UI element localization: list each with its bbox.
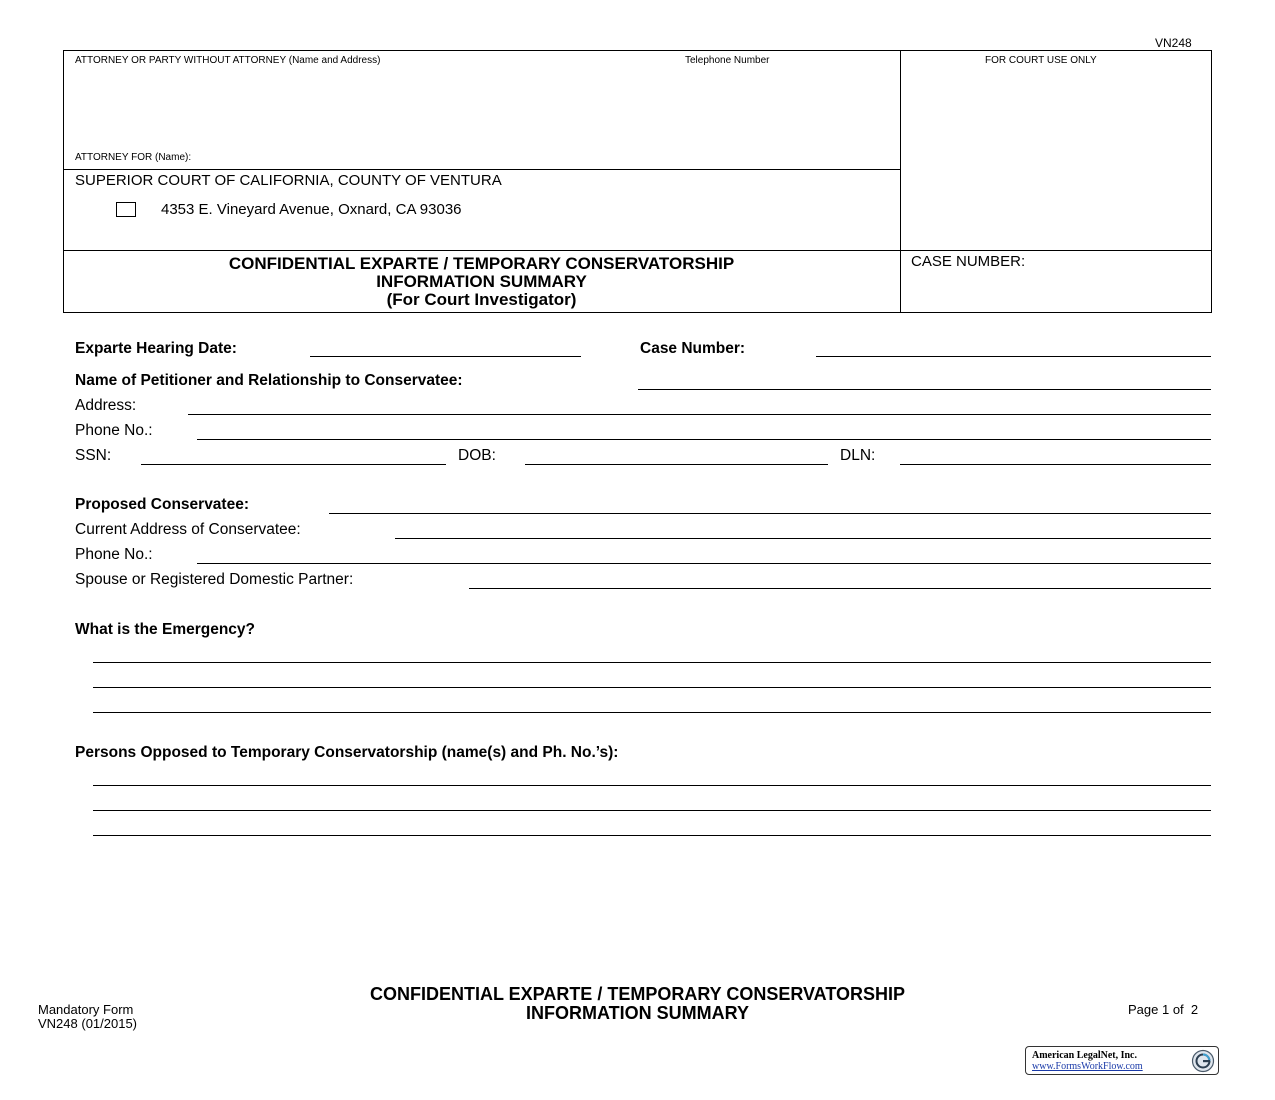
form-id: VN248 bbox=[1155, 36, 1192, 50]
conservatee-field[interactable] bbox=[329, 513, 1211, 514]
dln-field[interactable] bbox=[900, 464, 1211, 465]
petitioner-field[interactable] bbox=[638, 389, 1211, 390]
dln-label: DLN: bbox=[840, 447, 876, 464]
court-use-label: FOR COURT USE ONLY bbox=[985, 55, 1097, 66]
telephone-label: Telephone Number bbox=[685, 55, 770, 66]
phone-label: Phone No.: bbox=[75, 422, 153, 439]
ssn-field[interactable] bbox=[141, 464, 446, 465]
conservatee-label: Proposed Conservatee: bbox=[75, 496, 249, 513]
court-name: SUPERIOR COURT OF CALIFORNIA, COUNTY OF VENTURA bbox=[75, 172, 502, 189]
conservatee-address-field[interactable] bbox=[395, 538, 1211, 539]
address-field[interactable] bbox=[188, 414, 1211, 415]
american-legalnet-logo[interactable] bbox=[1025, 1046, 1219, 1075]
conservatee-phone-field[interactable] bbox=[197, 563, 1211, 564]
petitioner-label: Name of Petitioner and Relationship to Conservatee: bbox=[75, 372, 463, 389]
court-address: 4353 E. Vineyard Avenue, Oxnard, CA 93036 bbox=[161, 201, 462, 218]
hearing-date-label: Exparte Hearing Date: bbox=[75, 340, 237, 357]
ssn-label: SSN: bbox=[75, 447, 112, 464]
conservatee-phone-label: Phone No.: bbox=[75, 546, 153, 563]
address-label: Address: bbox=[75, 397, 137, 414]
opposed-line[interactable] bbox=[93, 835, 1211, 836]
court-address-checkbox[interactable] bbox=[116, 202, 136, 217]
attorney-label: ATTORNEY OR PARTY WITHOUT ATTORNEY (Name and Address) bbox=[75, 55, 381, 66]
dob-field[interactable] bbox=[525, 464, 828, 465]
logo-url[interactable]: www.FormsWorkFlow.com bbox=[1032, 1061, 1143, 1072]
attorney-for-label: ATTORNEY FOR (Name): bbox=[75, 152, 192, 163]
footer-title: CONFIDENTIAL EXPARTE / TEMPORARY CONSERVATORSHIP INFORMATION SUMMARY bbox=[369, 984, 906, 1023]
emergency-label: What is the Emergency? bbox=[75, 621, 256, 638]
opposed-label: Persons Opposed to Temporary Conservatorship (name(s) and Ph. No.’s): bbox=[75, 744, 619, 761]
footer-form-version: VN248 (01/2015) bbox=[38, 1016, 138, 1031]
emergency-line[interactable] bbox=[93, 687, 1211, 688]
phone-field[interactable] bbox=[197, 439, 1211, 440]
case-number-header-label: CASE NUMBER: bbox=[911, 253, 1026, 270]
emergency-line[interactable] bbox=[93, 662, 1211, 663]
emergency-line[interactable] bbox=[93, 712, 1211, 713]
opposed-line[interactable] bbox=[93, 810, 1211, 811]
footer-mandatory: Mandatory Form bbox=[38, 1002, 134, 1017]
case-number-field[interactable] bbox=[816, 356, 1211, 357]
opposed-line[interactable] bbox=[93, 785, 1211, 786]
logo-company: American LegalNet, Inc. bbox=[1032, 1050, 1137, 1061]
case-number-label: Case Number: bbox=[640, 340, 746, 357]
hearing-date-field[interactable] bbox=[310, 356, 581, 357]
globe-icon bbox=[1191, 1049, 1215, 1073]
conservatee-address-label: Current Address of Conservatee: bbox=[75, 521, 301, 538]
page-number: Page 1 of 2 bbox=[1128, 1002, 1199, 1017]
spouse-label: Spouse or Registered Domestic Partner: bbox=[75, 571, 354, 588]
spouse-field[interactable] bbox=[469, 588, 1211, 589]
page-title: CONFIDENTIAL EXPARTE / TEMPORARY CONSERVATORSHIP INFORMATION SUMMARY (For Court Investigator) bbox=[228, 254, 735, 309]
dob-label: DOB: bbox=[458, 447, 496, 464]
